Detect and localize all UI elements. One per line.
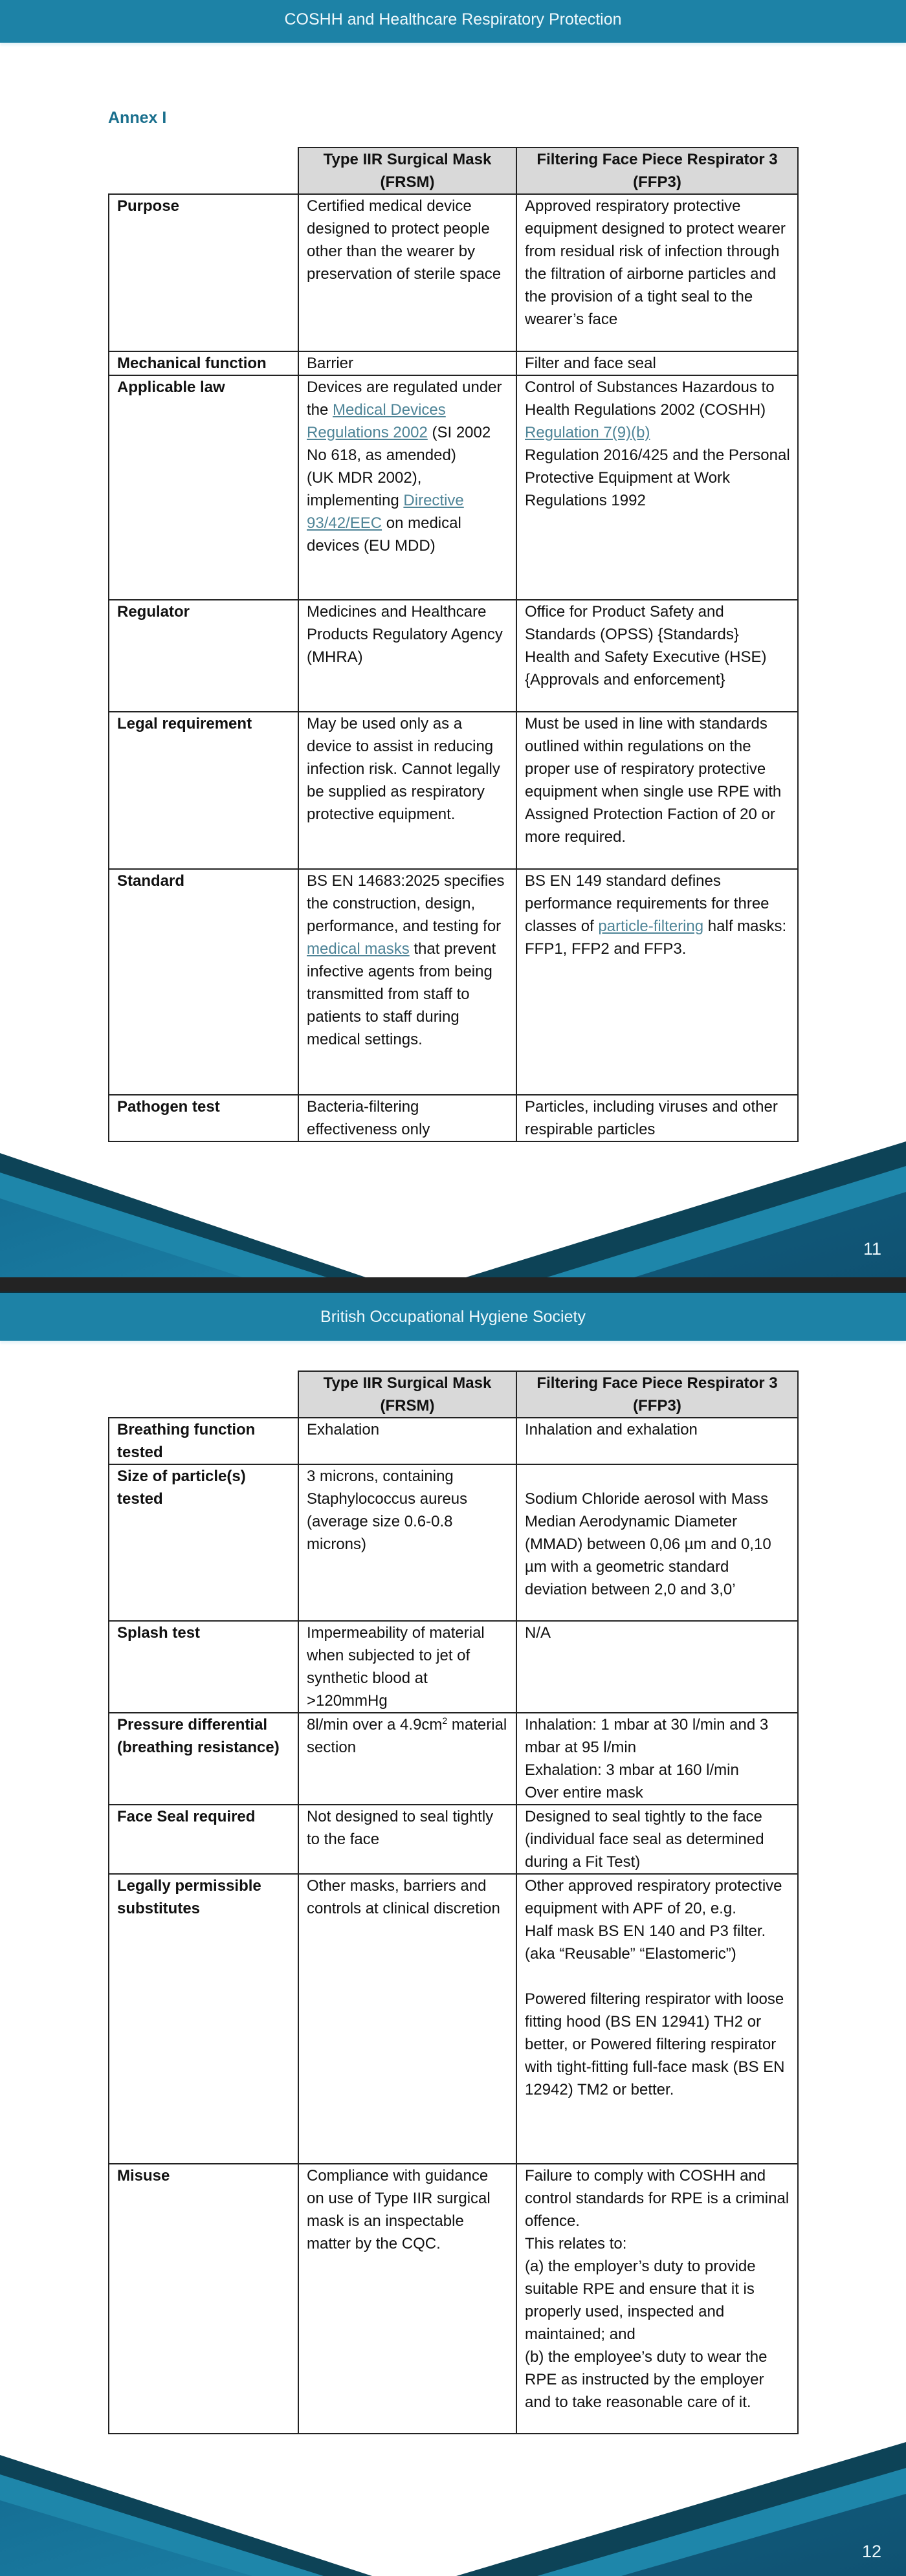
row-label: Face Seal required xyxy=(109,1805,298,1874)
cell-text: (b) the employee’s duty to wear the RPE as instructed by the employer and to take reasonable care of it. xyxy=(525,2348,768,2411)
cell-text: Control of Substances Hazardous to Health Regulations 2002 (COSHH) xyxy=(525,379,775,419)
cell-text: Devices are regulated under the xyxy=(307,379,502,419)
link-regulation-7-9-b[interactable]: Regulation 7(9)(b) xyxy=(525,424,650,441)
cell-ffp3: Inhalation and exhalation xyxy=(516,1418,798,1464)
cell-frsm: Impermeability of material when subjected to jet of synthetic blood at >120mmHg xyxy=(298,1621,516,1713)
superscript: 2 xyxy=(442,1715,448,1726)
link-medical-masks[interactable]: medical masks xyxy=(307,940,410,958)
cell-ffp3 xyxy=(516,2164,798,2434)
cell-text: 8l/min over a 4.9cm xyxy=(307,1716,443,1734)
row-label: Regulator xyxy=(109,600,298,712)
cell-ffp3 xyxy=(516,375,798,600)
table-row xyxy=(109,1621,798,1713)
table-row xyxy=(109,2164,798,2434)
cell-ffp3: Must be used in line with standards outlined within regulations on the proper use of respiratory protective equipment when single use RPE with Assigned Protection Faction of 20 or more required. xyxy=(516,712,798,869)
cell-text: Failure to comply with COSHH and control standards for RPE is a criminal offence. xyxy=(525,2167,790,2230)
page-number: 11 xyxy=(863,1239,881,1259)
row-label: Splash test xyxy=(109,1621,298,1713)
cell-frsm: Exhalation xyxy=(298,1418,516,1464)
row-label: Pathogen test xyxy=(109,1095,298,1141)
row-label: Size of particle(s) tested xyxy=(109,1464,298,1621)
table-row xyxy=(109,600,798,712)
cell-frsm: Bacteria-filtering effectiveness only xyxy=(298,1095,516,1141)
cell-frsm: 3 microns, containing Staphylococcus aureus (average size 0.6-0.8 microns) xyxy=(298,1464,516,1621)
cell-text: Inhalation: 1 mbar at 30 l/min and 3 mbar at 95 l/min xyxy=(525,1716,769,1756)
table-row xyxy=(109,869,798,1095)
cell-text: Half mask BS EN 140 and P3 filter. xyxy=(525,1922,766,1940)
table-row xyxy=(109,1418,798,1464)
cell-ffp3: Approved respiratory protective equipment designed to protect wearer from residual risk of infection through the filtration of airborne particles and the provision of a tight seal to the wearer’s face xyxy=(516,194,798,351)
cell-text: (UK MDR 2002), implementing xyxy=(307,469,422,509)
document-page-12 xyxy=(0,1293,906,2576)
cell-frsm: Not designed to seal tightly to the face xyxy=(298,1805,516,1874)
table-row xyxy=(109,712,798,869)
comparison-table xyxy=(108,1371,799,2434)
row-label: Legal requirement xyxy=(109,712,298,869)
cell-text: BS EN 14683:2025 specifies the construction, design, performance, and testing for xyxy=(307,872,505,935)
table-row xyxy=(109,1874,798,2164)
cell-text xyxy=(307,467,509,557)
header-title: COSHH and Healthcare Respiratory Protection xyxy=(284,10,622,28)
cell-text: (a) the employer’s duty to provide suitable RPE and ensure that it is properly used, inspected and maintained; and xyxy=(525,2258,756,2343)
chevron-graphic xyxy=(0,2439,906,2576)
table-row xyxy=(109,1095,798,1141)
cell-ffp3: Particles, including viruses and other respirable particles xyxy=(516,1095,798,1141)
table-row xyxy=(109,1464,798,1621)
footer-decoration xyxy=(0,1141,906,1277)
table-row xyxy=(109,1805,798,1874)
cell-text: Regulation 2016/425 and the Personal Protective Equipment at Work Regulations 1992 xyxy=(525,446,790,509)
cell-text: Office for Product Safety and Standards (OPSS) {Standards} xyxy=(525,603,739,643)
row-label: Mechanical function xyxy=(109,351,298,375)
section-title: Annex I xyxy=(108,109,167,127)
column-header-ffp3: Filtering Face Piece Respirator 3 (FFP3) xyxy=(516,148,798,194)
table-header-row xyxy=(109,1371,798,1418)
cell-text: BS EN 149 standard defines performance requirements for three classes of xyxy=(525,872,769,935)
row-label: Purpose xyxy=(109,194,298,351)
chevron-graphic xyxy=(0,1141,906,1277)
cell-ffp3 xyxy=(516,600,798,712)
table-header-blank xyxy=(109,148,298,194)
table-header-row xyxy=(109,148,798,194)
footer-decoration xyxy=(0,2439,906,2576)
page-number: 12 xyxy=(861,2542,881,2561)
cell-text: half masks: FFP1, FFP2 and FFP3. xyxy=(525,918,787,958)
cell-text: (aka “Reusable” “Elastomeric”) xyxy=(525,1945,736,1963)
document-page-11 xyxy=(0,0,906,1277)
cell-text: Exhalation: 3 mbar at 160 l/min xyxy=(525,1761,739,1779)
cell-text: Sodium Chloride aerosol with Mass Median Aerodynamic Diameter (MMAD) between 0,06 µm and 0,10 µm with a geometric standard deviation between 2,0 and 3,0’ xyxy=(525,1490,771,1598)
row-label: Standard xyxy=(109,869,298,1095)
row-label: Misuse xyxy=(109,2164,298,2434)
cell-frsm: Certified medical device designed to protect people other than the wearer by preservation of sterile space xyxy=(298,194,516,351)
page-separator xyxy=(0,1277,906,1293)
cell-ffp3: Filter and face seal xyxy=(516,351,798,375)
header-title: British Occupational Hygiene Society xyxy=(320,1308,586,1326)
column-header-frsm: Type IIR Surgical Mask (FRSM) xyxy=(298,1371,516,1418)
cell-frsm xyxy=(298,375,516,600)
row-label: Legally permissible substitutes xyxy=(109,1874,298,2164)
row-label: Breathing function tested xyxy=(109,1418,298,1464)
cell-frsm xyxy=(298,869,516,1095)
cell-text: on medical devices (EU MDD) xyxy=(307,514,461,555)
table-row xyxy=(109,194,798,351)
page-header xyxy=(0,1293,906,1341)
cell-frsm xyxy=(298,1713,516,1805)
cell-ffp3: N/A xyxy=(516,1621,798,1713)
column-header-frsm: Type IIR Surgical Mask (FRSM) xyxy=(298,148,516,194)
cell-frsm: Other masks, barriers and controls at clinical discretion xyxy=(298,1874,516,2164)
page-header xyxy=(0,0,906,43)
row-label: Applicable law xyxy=(109,375,298,600)
cell-frsm: May be used only as a device to assist in reducing infection risk. Cannot legally be supplied as respiratory protective equipment. xyxy=(298,712,516,869)
cell-ffp3 xyxy=(516,1874,798,2164)
comparison-table xyxy=(108,147,799,1142)
cell-text: Other approved respiratory protective equipment with APF of 20, e.g. xyxy=(525,1877,782,1917)
cell-frsm: Barrier xyxy=(298,351,516,375)
cell-ffp3 xyxy=(516,869,798,1095)
cell-text: Powered filtering respirator with loose fitting hood (BS EN 12941) TH2 or better, or Powered filtering respirator with tight-fitting full-face mask (BS EN 12942) TM2 or better. xyxy=(525,1990,785,2098)
row-label: Pressure differential (breathing resistance) xyxy=(109,1713,298,1805)
link-directive-93-42-eec[interactable]: Directive 93/42/EEC xyxy=(307,492,464,532)
cell-text: material section xyxy=(307,1716,507,1756)
cell-ffp3: Designed to seal tightly to the face (individual face seal as determined during a Fit Test) xyxy=(516,1805,798,1874)
link-particle-filtering[interactable]: particle-filtering xyxy=(598,918,704,935)
cell-text: This relates to: xyxy=(525,2235,627,2252)
table-row xyxy=(109,375,798,600)
cell-frsm: Compliance with guidance on use of Type IIR surgical mask is an inspectable matter by the CQC. xyxy=(298,2164,516,2434)
cell-text: that prevent infective agents from being transmitted from staff to patients to staff during medical settings. xyxy=(307,940,496,1048)
cell-spacer xyxy=(525,1965,791,1988)
cell-frsm: Medicines and Healthcare Products Regulatory Agency (MHRA) xyxy=(298,600,516,712)
cell-spacer xyxy=(525,1465,791,1488)
table-row xyxy=(109,351,798,375)
cell-text: Over entire mask xyxy=(525,1784,643,1801)
cell-text: Health and Safety Executive (HSE) {Approvals and enforcement} xyxy=(525,648,767,688)
column-header-ffp3: Filtering Face Piece Respirator 3 (FFP3) xyxy=(516,1371,798,1418)
table-header-blank xyxy=(109,1371,298,1418)
cell-text: (SI 2002 No 618, as amended) xyxy=(307,424,491,464)
cell-ffp3 xyxy=(516,1713,798,1805)
cell-ffp3 xyxy=(516,1464,798,1621)
link-medical-devices-regulations[interactable]: Medical Devices Regulations 2002 xyxy=(307,401,446,441)
table-row xyxy=(109,1713,798,1805)
